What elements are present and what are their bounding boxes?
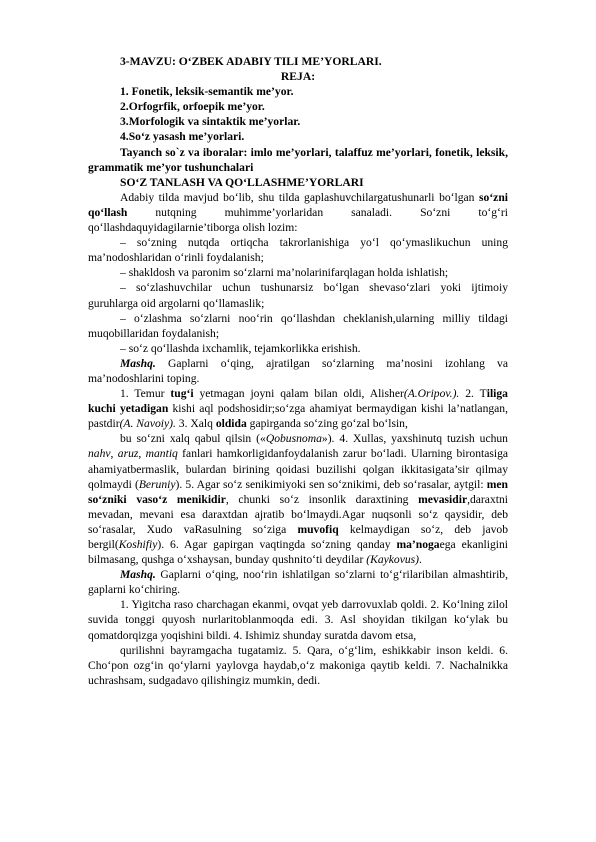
highlight-word: ma’noga [396, 538, 440, 551]
rule-item: – so‘zning nutqda ortiqcha takrorlanishiga yo‘l qo‘ymaslikuchun uning ma’nodoshlaridan o‘rinli foydalanish; [88, 236, 508, 265]
text-run: ). 5. Agar so‘z senikimiyoki sen so‘znikimi, deb so‘rasalar, aytgil: [175, 477, 487, 491]
exercise-task-text: Gaplarni o‘qing, ajratilgan so‘zlarning ma’nosini izohlang va ma’nodoshlarini toping. [88, 356, 508, 385]
exercise-1-task [88, 356, 508, 386]
citation: Beruniy [138, 477, 176, 491]
text-run: . [419, 553, 422, 567]
plan-item: 3.Morfologik va sintaktik me’yorlar. [120, 115, 301, 129]
text-run: ,daraxtni mevadan, mevani esa daraxtdan ajratib bo‘lmaydi.Agar nuqsonli so‘z qaysidir, deb so‘rasalar, Xudo vaRasulning so‘ziga [88, 492, 508, 536]
exercise-task-text: Gaplarni o‘qing, noo‘rin ishlatilgan so‘zlarni to‘g‘rilaribilan almashtirib, gaplarni ko‘chiring. [88, 568, 508, 597]
exercise-label: Mashq. [120, 568, 156, 582]
exercise-label: Mashq. [120, 356, 156, 370]
text-run: ega ekanligini bilmasang, qushga o‘xshaysan, bunday qushnito‘ti deydilar [88, 538, 508, 567]
text-run: yetmagan joyni qalam bilan oldi, Alisher [193, 387, 404, 401]
text-run: 1. Temur [120, 387, 171, 401]
highlight-word: tug‘i [170, 387, 194, 401]
plan-item: 4.So‘z yasash me’yorlari. [120, 130, 245, 144]
citation: (Kaykovus) [366, 553, 420, 567]
rule-item: – so‘zlashuvchilar uchun tushunarsiz bo‘lgan shevaso‘zlari yoki ijtimoiy guruhlarga oid argolarni qo‘llamaslik; [88, 281, 508, 310]
term: aruz [117, 447, 139, 461]
text-run: bu so‘zni xalq qabul qilsin (« [120, 432, 266, 446]
term: mantiq [145, 447, 178, 461]
text-run: , [110, 447, 118, 461]
highlight-word: iliga kuchi yetadigan [88, 387, 508, 416]
citation: (A. Navoiy). [119, 417, 176, 431]
rule-item: – o‘zlashma so‘zlarni noo‘rin qo‘llashdan cheklanish,ularning milliy tildagi muqobillaridan foydalanish; [88, 311, 508, 340]
citation: Koshifiy [118, 538, 158, 551]
rule-item: – so‘z qo‘llashda ixchamlik, tejamkorlikka erishish. [120, 341, 361, 355]
page-title: 3-MAVZU: O‘ZBEK ADABIY TILI ME’YORLARI. [120, 55, 382, 68]
text-run: 2. T [459, 387, 487, 401]
text-run: , [138, 447, 146, 461]
highlight-word: oldida [215, 417, 247, 431]
highlight-word: mevasidir [418, 492, 468, 506]
text-run: ). 6. Agar gapirgan vaqtingda so‘zning qanday [157, 538, 397, 551]
exercise-2-task [88, 567, 508, 597]
highlight-word: muvofiq [297, 522, 339, 536]
plan-heading: REJA: [280, 70, 316, 84]
document-page [88, 54, 508, 688]
exercise-1-text-cont [88, 431, 508, 567]
keywords-paragraph: Tayanch so`z va iboralar: imlo me’yorlari, talaffuz me’yorlari, fonetik, leksik, grammatik me’yor tushunchalari [88, 145, 508, 174]
highlight-word: men so‘zniki vaso‘z menikidir [88, 477, 508, 506]
citation: (A.Oripov.). [403, 387, 460, 401]
text-run: fanlari hamkorligidanfoydalanish zarur bo‘ladi. Ularning birontasiga ahamiyatbermaslik, bulardan birining qoidasi buzilishi qolgan ikkitasigata’sir qilmay qolmaydi ( [88, 447, 509, 491]
intro-text: Adabiy tilda mavjud bo‘lib, shu tilda gaplashuvchilargatushunarli bo‘lgan [120, 190, 480, 204]
text-run: »). 4. Xullas, yaxshinutq tuzish uchun [321, 432, 508, 446]
plan-item: 2.Orfogrfik, orfoepik me’yor. [120, 100, 265, 114]
intro-paragraph [88, 190, 508, 235]
term: nahv [88, 447, 111, 461]
rule-item: – shakldosh va paronim so‘zlarni ma’nolarinifarqlagan holda ishlatish; [120, 266, 449, 280]
exercise-2-text-cont: qurilishni bayramgacha tugatamiz. 5. Qara, o‘g‘lim, eshikkabir inson keldi. 6. Cho‘pon ozg‘in qo‘ylarni yaylovga haydab,o‘z makoniga qaytib keldi. 7. Nachalnikka uchrashsam, sudgadavo qilishingiz mumkin, dedi. [88, 643, 508, 687]
plan-item: 1. Fonetik, leksik-semantik me’yor. [120, 85, 294, 99]
section-heading: SO‘Z TANLASH VA QO‘LLASHME’YORLARI [120, 175, 364, 189]
citation: Qobusnoma [265, 432, 322, 446]
text-run: 3. Xalq [175, 417, 216, 431]
exercise-1-text [88, 386, 508, 431]
exercise-2-text: 1. Yigitcha raso charchagan ekanmi, ovqat yeb darrovuxlab qoldi. 2. Ko‘lning zilol suvida tonggi quyosh nurlaritoblanmoqda edi. 3. Asl shoyidan tikilgan ko‘ylak bu qomatdorqizga yoqishini bildi. 4. Ishimiz shunday suratda davom etsa, [88, 598, 508, 642]
text-run: kishi aql podshosidir;so‘zga ahamiyat bermaydigan kishi la’natlangan, pastdir [88, 402, 509, 431]
intro-text: nutqning muhimme’yorlaridan sanaladi. So‘zni to‘g‘ri qo‘llashdaquyidagilarnie’tiborga olish lozim: [88, 205, 508, 235]
text-run: gapirganda so‘zing go‘zal bo‘lsin, [246, 417, 408, 431]
text-run: kelmaydigan so‘z, deb javob bergil( [88, 522, 508, 551]
intro-highlight: so‘zni qo‘llash [88, 190, 508, 219]
text-run: , chunki so‘z insonlik daraxtining [225, 492, 419, 506]
